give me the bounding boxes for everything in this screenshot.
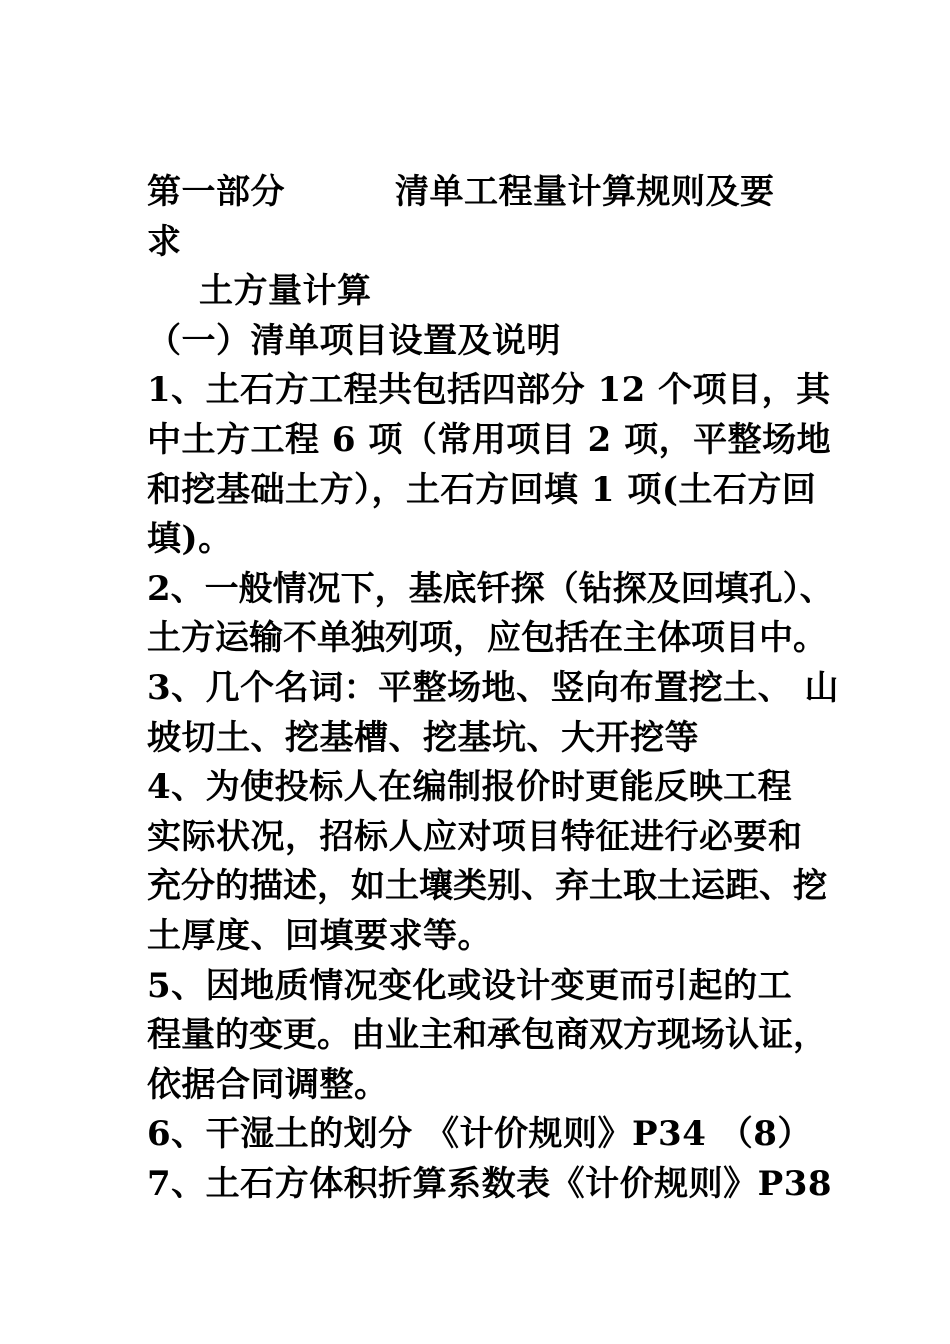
section-title: 土方量计算 — [199, 271, 372, 312]
paragraph-line: 依据合同调整。 — [147, 1064, 389, 1105]
document-body — [147, 168, 837, 1209]
paragraph-line: 3、几个名词：平整场地、竖向布置挖土、 山 — [147, 667, 839, 708]
paragraph-line: 中土方工程 6 项（常用项目 2 项，平整场地 — [147, 419, 832, 460]
paragraph-line: 充分的描述，如土壤类别、弃土取土运距、挖 — [147, 866, 827, 907]
paragraph-line: 坡切土、挖基槽、挖基坑、大开挖等 — [147, 717, 699, 758]
heading-line — [147, 168, 837, 218]
paragraph-line: 4、为使投标人在编制报价时更能反映工程 — [147, 767, 793, 808]
paragraph-line: 实际状况，招标人应对项目特征进行必要和 — [147, 816, 803, 857]
paragraph-line: 土方运输不单独列项，应包括在主体项目中。 — [147, 618, 827, 659]
paragraph-line: 6、干湿土的划分 《计价规则》P34 （8） — [147, 1114, 812, 1155]
paragraph-line: 填)。 — [147, 519, 233, 560]
paragraph-line: 2、一般情况下，基底钎探（钻探及回填孔）、 — [147, 568, 834, 609]
subsection-title: （一）清单项目设置及说明 — [147, 320, 561, 361]
paragraph-line: 程量的变更。由业主和承包商双方现场认证， — [147, 1015, 827, 1056]
heading-part: 第一部分 — [147, 172, 285, 212]
paragraph-line: 5、因地质情况变化或设计变更而引起的工 — [147, 965, 793, 1006]
paragraph-line: 土厚度、回填要求等。 — [147, 915, 492, 956]
heading-title: 清单工程量计算规则及要 — [395, 172, 775, 212]
paragraph-line: 1、土石方工程共包括四部分 12 个项目，其 — [147, 370, 831, 411]
paragraph-line: 和挖基础土方），土石方回填 1 项(土石方回 — [147, 469, 817, 510]
heading-title-continued: 求 — [147, 221, 182, 262]
paragraph-line: 7、土石方体积折算系数表《计价规则》P38 — [147, 1163, 833, 1204]
